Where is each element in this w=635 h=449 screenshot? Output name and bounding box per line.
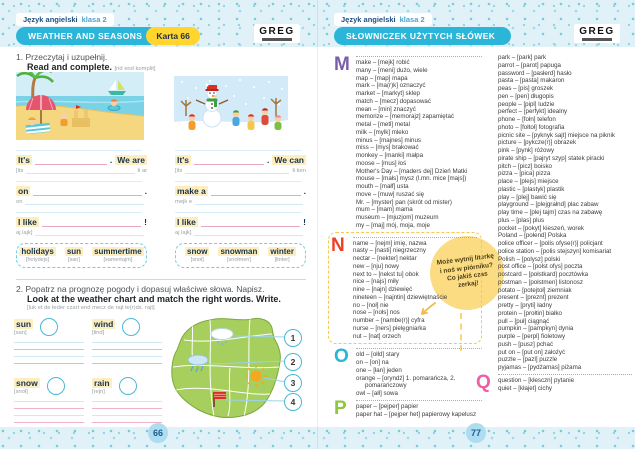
weather-word-phonetic: [snoł] (14, 388, 28, 395)
glossary-entry: protein – [prołtin] białko (498, 309, 562, 317)
phonetic-lead: [its (175, 168, 183, 174)
glossary-entry: memorize – [memorajz] zapamiętać (356, 113, 454, 121)
right-page-number: 77 (466, 423, 486, 443)
glossary-entry: moose – [mus] łoś (356, 159, 407, 167)
punctuation: ! (144, 217, 147, 227)
glossary-entry: pumpkin – [pampkyn] dynia (498, 325, 574, 333)
glossary-entry: many – [meni] dużo, wiele (356, 66, 428, 74)
glossary-entry: people – [pipl] ludzie (498, 100, 555, 108)
dotted-separator (353, 237, 477, 238)
map-number-badge: 3 (284, 374, 302, 392)
glossary-column-left (331, 54, 482, 419)
glossary-entry: nineteen – [najntin] dziewiętnaście (353, 293, 448, 301)
weather-word-label: snow (16, 377, 38, 388)
sentence-lead: I like (177, 217, 196, 227)
bank-word-label: sun (66, 247, 82, 256)
phonetic-lead: aj lajk] (16, 230, 33, 236)
task1-phonetic: [rid end komplit] (114, 66, 156, 72)
glossary-entry: paper – [pejper] papier (356, 402, 419, 410)
punctuation: . (267, 155, 270, 165)
glossary-entry: Mother's Day – [maders dej] Dzień Matki (356, 167, 468, 175)
glossary-entry: postman – [połstmen] listonosz (498, 278, 583, 286)
glossary-entry: nine – [najn] dziewięć (353, 286, 413, 293)
glossary-entry: puzzle – [pazl] puzzle (498, 356, 558, 364)
glossary-entry: make – [mejk] robić (356, 59, 410, 66)
glossary-entry: nut – [nat] orzech (353, 332, 401, 340)
glossary-entry: next to – [nekst tu] obok (353, 270, 419, 278)
glossary-entry: museum – [mjuzjom] muzeum (356, 214, 439, 221)
bank-word-phonetic: [łinter] (274, 257, 290, 263)
glossary-entry: pretty – [pryti] ładny (498, 302, 552, 309)
dotted-separator (356, 400, 482, 401)
glossary-entry: paper hat – [pejper het] papierowy kapelusz (356, 410, 477, 418)
glossary-entry: market – [markyt] sklep (356, 90, 420, 97)
grade-label: klasa 2 (399, 15, 425, 24)
glossary-entry: post office – [połst ofys] poczta (498, 263, 583, 271)
glossary-entry: nectar – [nekter] nektar (353, 255, 417, 262)
phonetic-tail: łi ken (292, 168, 306, 174)
glossary-entry: potato – [potejtoł] ziemniak (498, 286, 572, 294)
bank-word-phonetic: [samertajm] (103, 257, 133, 263)
glossary-entry: Polish – [polysz] polski (498, 255, 561, 263)
task2-instruction-pl: Popatrz na prognozę pogody i dopasuj właściwe słowa. Napisz. (25, 284, 265, 294)
glossary-entry: my – [maj] mój, moja, moje (356, 221, 430, 229)
bank-word-label: summertime (94, 247, 142, 256)
glossary-entry: pirate ship – [pajryt szyp] statek piracki (498, 154, 605, 162)
sentence-lead: make a (177, 186, 206, 196)
sentence-tail: We are (117, 155, 145, 165)
sentence-lead: It's (177, 155, 189, 165)
phonetic-lead: mejk e (175, 199, 193, 205)
glossary-entry: postcard – [połstkard] pocztówka (498, 271, 589, 278)
left-page-number: 66 (148, 423, 168, 443)
bank-word-label: snow (187, 247, 208, 256)
glossary-entry: pull – [puł] ciągnąć (498, 317, 550, 325)
map-number-badge: 2 (284, 353, 302, 371)
glossary-entry: number – [nambe(r)] cyfra (353, 317, 425, 324)
dotted-separator (356, 348, 482, 349)
glossary-entry: new – [nju] nowy (353, 262, 400, 270)
glossary-entry: pizza – [pica] pizza (498, 170, 551, 178)
card-badge: Karta 66 (146, 27, 200, 45)
weather-word-phonetic: [łind] (92, 329, 105, 336)
task2-phonetic: [luk et de łeder czart end mecz de rajt łe(r)ds. rajt] (27, 305, 155, 311)
glossary-entry: name – [nejm] imię, nazwa (353, 239, 427, 247)
glossary-entry: nose – [nołs] nos (353, 309, 400, 317)
glossary-entry: orange – [oryndż] 1. pomarańcza, 2. pomarańczowy (356, 374, 456, 390)
glossary-entry: plus – [plas] plus (498, 216, 545, 224)
glossary-entry: pitch – [picz] boisko (498, 162, 552, 170)
section-letter: N (331, 234, 345, 256)
section-letter: Q (476, 371, 491, 393)
glossary-column-right (476, 54, 632, 392)
punctuation: . (303, 186, 306, 196)
glossary-entry: pasta – [pasta] makaron (498, 77, 565, 85)
right-page-title: SŁOWNICZEK UŻYTYCH SŁÓWEK (334, 27, 511, 45)
task1-number: 1. (16, 52, 24, 62)
glossary-entry: picnic site – [pyknyk sajt] miejsce na piknik (498, 131, 615, 139)
sentence-lead: It's (18, 155, 30, 165)
glossary-entry: mum – [mam] mama (356, 206, 413, 214)
glossary-entry: quiet – [kłajet] cichy (498, 384, 552, 392)
subject-label: Język angielski (341, 15, 396, 24)
glossary-entry: police station – [polis stejszyn] komisariat (498, 247, 612, 255)
glossary-entry: mark – [ma(r)k] oznaczyć (356, 82, 426, 90)
section-letter: P (334, 397, 347, 419)
glossary-entry: picture – [pykcze(r)] obrazek (498, 139, 577, 147)
task1-instruction-pl: Przeczytaj i uzupełnij. (25, 52, 108, 62)
glossary-entry: old – [ołld] stary (356, 351, 400, 359)
phonetic-lead: on (16, 199, 23, 205)
sentence-tail: We can (274, 155, 304, 165)
glossary-entry: one – [łan] jeden (356, 366, 402, 374)
left-page-title: WEATHER AND SEASONS (16, 27, 158, 45)
glossary-section-q (476, 372, 632, 393)
glossary-entry: play time – [plej tajm] czas na zabawę (498, 209, 603, 216)
weather-word-label: sun (16, 318, 32, 329)
glossary-entry: photo – [fołtoł] fotografia (498, 123, 565, 131)
weather-word-phonetic: [san] (14, 329, 27, 336)
glossary-entry: present – [preznt] prezent (498, 294, 569, 302)
glossary-entry: on – [on] na (356, 359, 389, 366)
glossary-entry: milk – [mylk] mleko (356, 128, 409, 136)
glossary-entry: move – [muw] ruszać się (356, 190, 425, 198)
glossary-entry: minus – [majnes] minus (356, 136, 421, 144)
glossary-entry: nurse – [ners] pielęgniarka (353, 324, 426, 332)
glossary-entry: mouse – [małs] mysz (l.mn. mice [majs]) (356, 175, 467, 183)
glossary-entry: pen – [pen] długopis (498, 92, 554, 100)
glossary-entry: map – [map] mapa (356, 74, 408, 82)
grade-label: klasa 2 (81, 15, 107, 24)
glossary-entry: mean – [min] znaczyć (356, 105, 416, 113)
sentence-lead: on (18, 186, 29, 196)
glossary-section-p (334, 398, 482, 419)
glossary-entry: pyjamas – [pydżamas] piżama (498, 364, 582, 371)
glossary-section-continued (476, 54, 632, 372)
phonetic-tail: łi ar (137, 168, 147, 174)
weather-word-label: wind (94, 318, 114, 329)
glossary-entry: park – [park] park (498, 54, 547, 61)
glossary-entry: nice – [najs] miły (353, 278, 399, 286)
section-letter: M (334, 54, 350, 75)
bank-word-label: holidays (21, 247, 54, 256)
dotted-separator (498, 374, 632, 375)
glossary-entry: password – [pasłerd] hasło (498, 69, 572, 77)
glossary-entry: miss – [mys] brakować (356, 144, 419, 152)
punctuation: . (144, 186, 147, 196)
greg-logo (574, 24, 620, 43)
bank-word-label: snowman (220, 247, 258, 256)
greg-logo-tagline-bar (582, 38, 612, 41)
glossary-section-m (334, 54, 482, 230)
glossary-entry: Poland – [połend] Polska (498, 232, 567, 240)
greg-logo-text: GREG (579, 25, 615, 37)
glossary-entry: playground – [plejgrałnd] plac zabaw (498, 201, 599, 209)
glossary-entry: pink – [pynk] różowy (498, 147, 555, 154)
bank-word-phonetic: [snołmen] (227, 257, 251, 263)
punctuation: ! (303, 217, 306, 227)
weather-word-label: rain (94, 377, 110, 388)
map-number-badge: 4 (284, 393, 302, 411)
glossary-entry: nasty – [nasti] niegrzeczny (353, 247, 426, 255)
glossary-section-o (334, 346, 482, 398)
glossary-entry: perfect – [perfykt] idealny (498, 108, 568, 116)
glossary-entry: phone – [fołn] telefon (498, 116, 556, 123)
glossary-entry: police officer – [polis ofyse(r)] policjant (498, 240, 603, 247)
glossary-entry: mouth – [małf] usta (356, 183, 409, 190)
dotted-separator (356, 56, 482, 57)
bank-word-phonetic: [snoł] (190, 257, 204, 263)
glossary-section-n (328, 232, 482, 345)
glossary-entry: push – [pusz] pchać (498, 340, 554, 348)
bank-word-phonetic: [holydejs] (25, 257, 50, 263)
phonetic-lead: [its (16, 168, 24, 174)
glossary-entry: peas – [pis] groszek (498, 85, 554, 92)
glossary-entry: play – [plej] bawić się (498, 193, 557, 201)
cutout-tip-bubble: Może wytnij literkę i noś w piórniku? Co jakiś czas zerkaj! (426, 232, 508, 314)
glossary-entry: place – [plejs] miejsce (498, 178, 559, 185)
glossary-entry: owl – [ałl] sowa (356, 390, 398, 397)
section-letter: O (334, 346, 349, 368)
weather-word-phonetic: [rejn] (92, 388, 105, 395)
punctuation: . (109, 155, 113, 165)
bank-word-phonetic: [san] (67, 257, 80, 263)
greg-logo-text: GREG (259, 25, 295, 37)
section-letter (476, 54, 498, 372)
glossary-entry: no – [noł] nie (353, 301, 389, 309)
glossary-entry: pocket – [pokyt] kieszeń, worek (498, 224, 584, 232)
right-subject-bar (334, 13, 432, 26)
glossary-entry: monkey – [manki] małpa (356, 152, 424, 159)
glossary-entry: metal – [metl] metal (356, 121, 410, 128)
map-number-badge: 1 (284, 329, 302, 347)
phonetic-lead: aj lajk] (175, 230, 192, 236)
bank-word-label: winter (270, 247, 294, 256)
glossary-entry: plastic – [plastyk] plastik (498, 185, 565, 193)
glossary-entry: parrot – [parot] papuga (498, 61, 561, 69)
glossary-entry: Mr. – [myster] pan (skrót od mister) (356, 198, 452, 206)
subject-label: Język angielski (23, 15, 78, 24)
glossary-entry: match – [mecz] dopasować (356, 97, 431, 105)
glossary-entry: put on – [put on] założyć (498, 348, 566, 356)
task1-instruction-en: Read and complete. (27, 62, 113, 72)
task2-number: 2. (16, 284, 24, 294)
sentence-lead: I like (18, 217, 37, 227)
glossary-entry: purple – [perpl] fioletowy (498, 333, 566, 340)
task2-instruction-en: Look at the weather chart and match the right words. Write. (27, 294, 281, 304)
glossary-entry: question – [kłesczn] pytanie (498, 376, 575, 384)
